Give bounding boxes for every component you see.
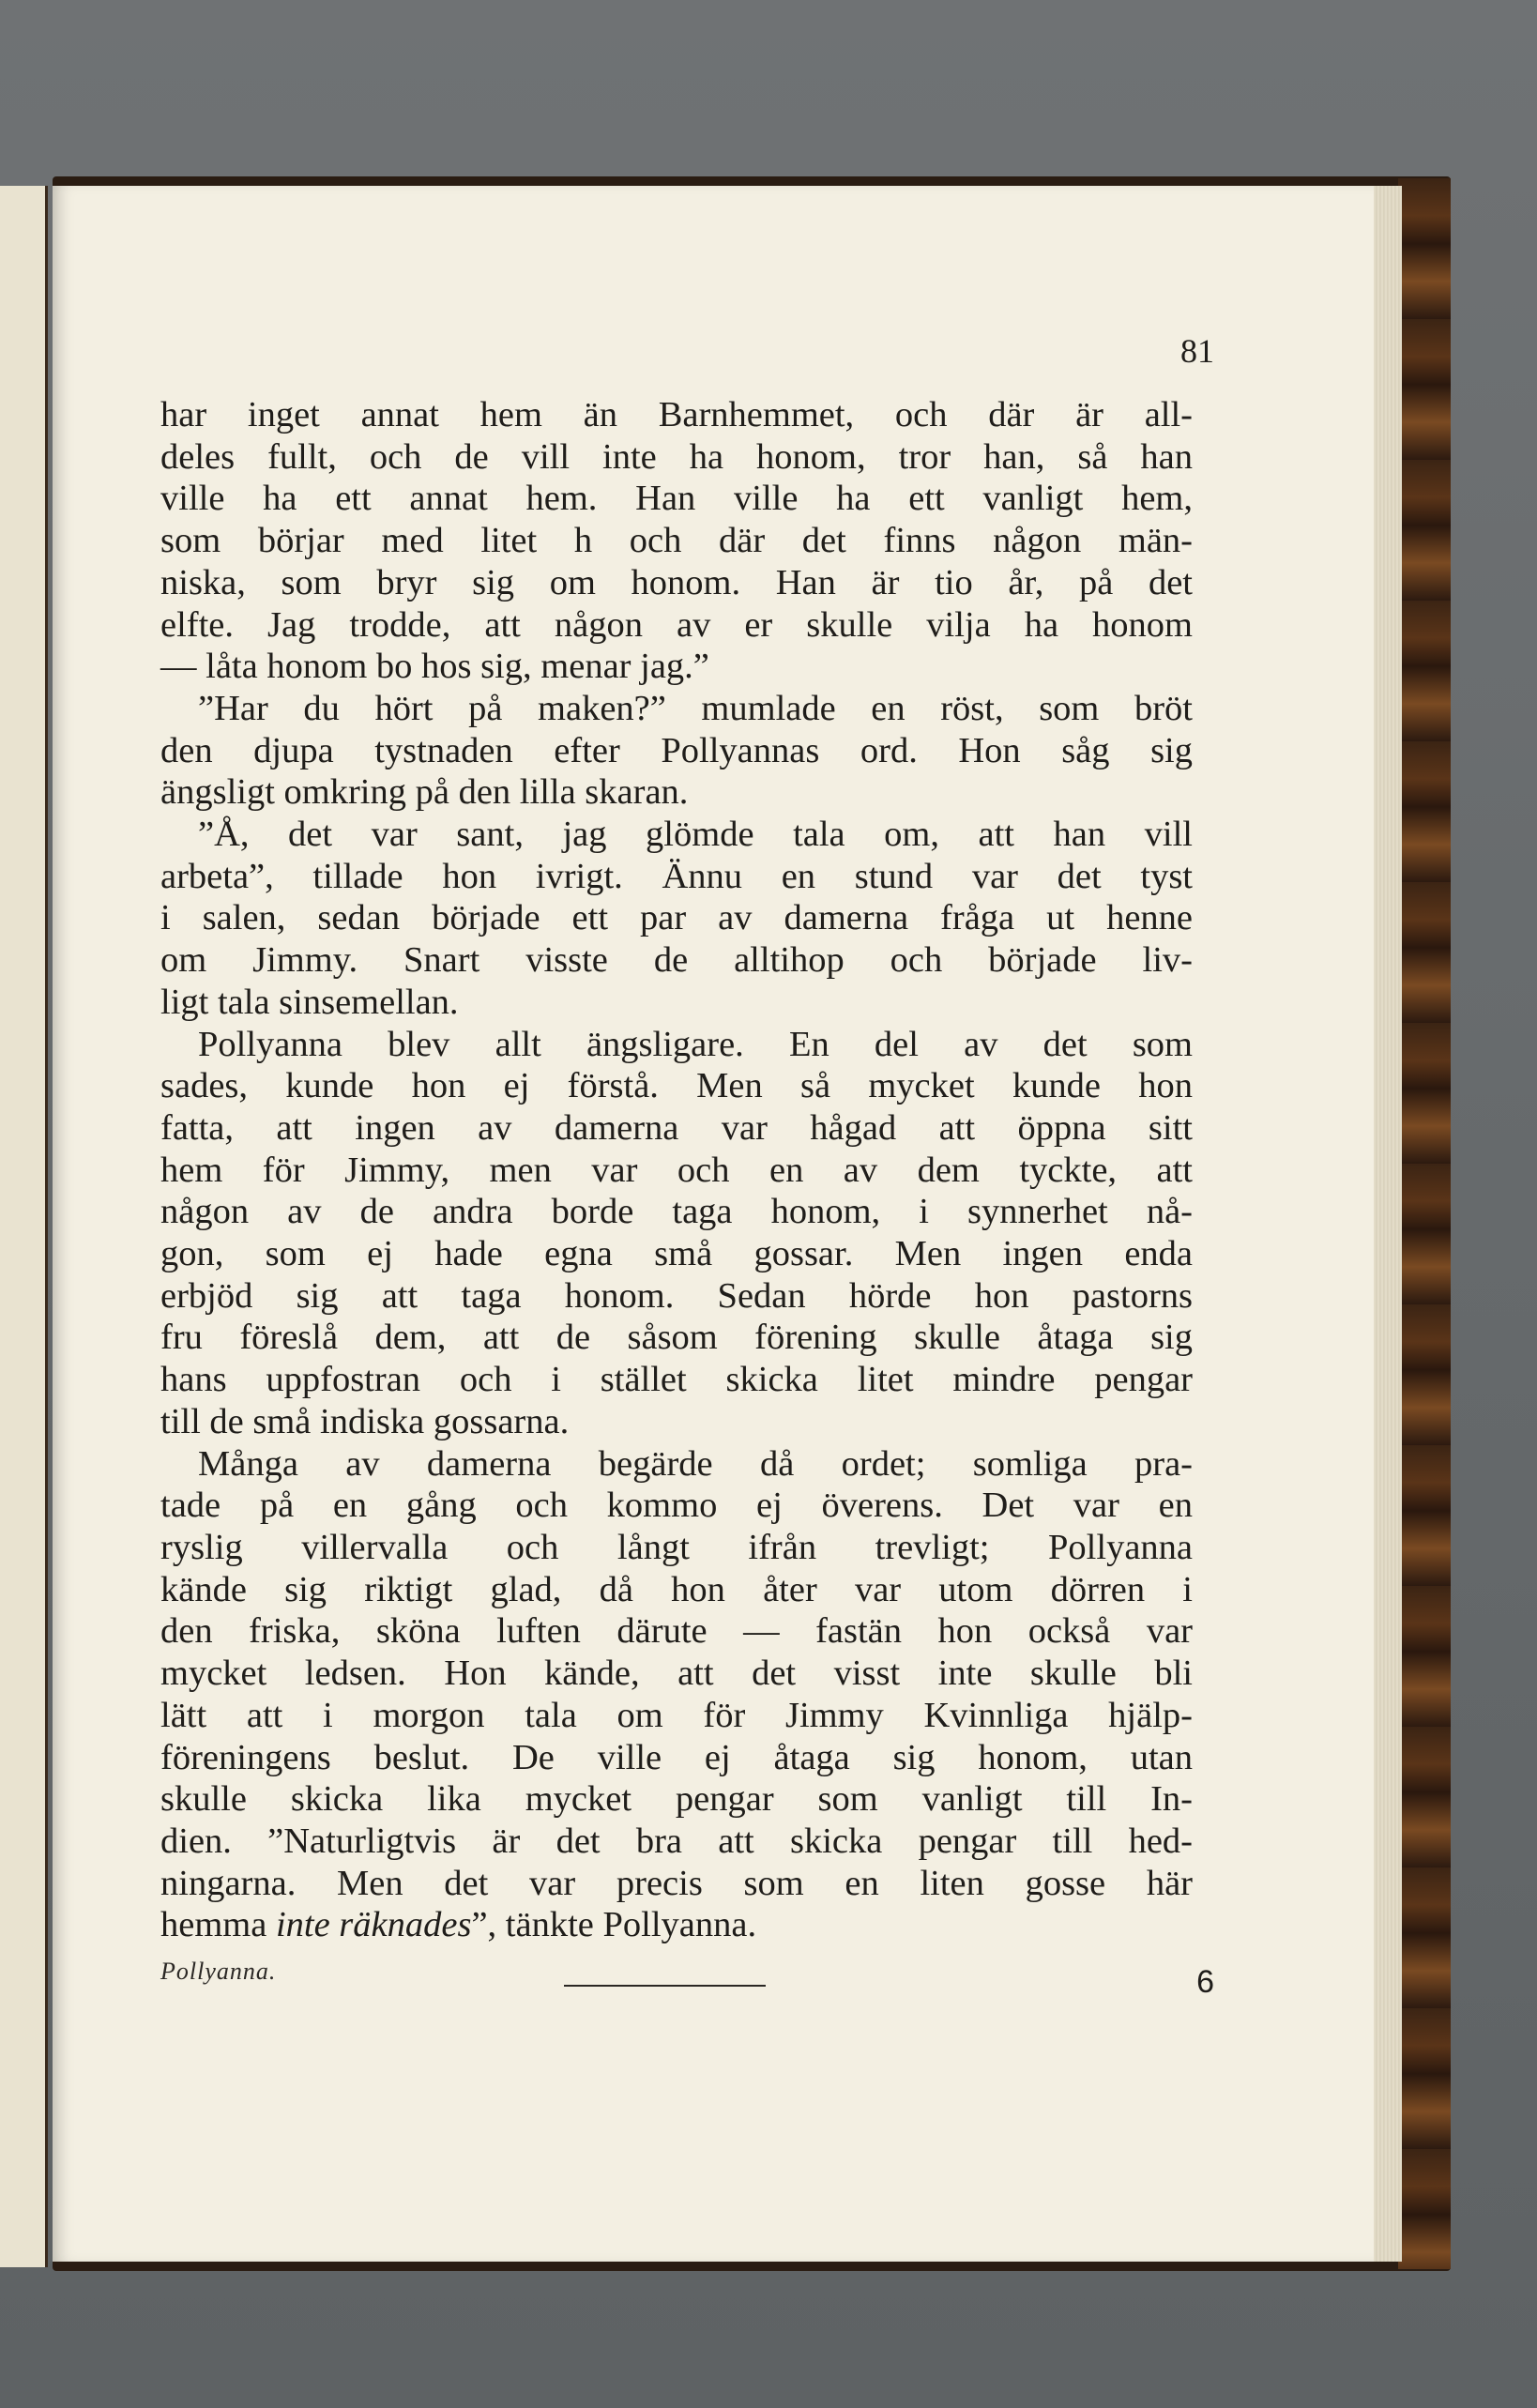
text-line: ”Å, det var sant, jag glömde tala om, att han vill bbox=[198, 815, 1193, 855]
text-line: ängsligt omkring på den lilla skaran. bbox=[160, 772, 689, 813]
text-line: någon av de andra borde taga honom, i synnerhet nå- bbox=[160, 1192, 1193, 1232]
final-line-start: hemma bbox=[160, 1905, 276, 1945]
text-line: kände sig riktigt glad, då hon åter var utom dörren i bbox=[160, 1569, 1193, 1609]
text-line: till de små indiska gossarna. bbox=[160, 1401, 570, 1441]
signature-title: Pollyanna. bbox=[160, 1958, 277, 1985]
text-line: den djupa tystnaden efter Pollyannas ord. Hon såg sig bbox=[160, 730, 1193, 770]
text-line: den friska, sköna luften därute — fastän hon också var bbox=[160, 1611, 1193, 1652]
page-edges bbox=[1374, 186, 1402, 2262]
text-line: sades, kunde hon ej förstå. Men så mycket kunde hon bbox=[160, 1066, 1193, 1106]
text-line: ”Har du hört på maken?” mumlade en röst, som bröt bbox=[198, 688, 1193, 728]
text-line: ryslig villervalla och långt ifrån trevligt; Pollyanna bbox=[160, 1527, 1193, 1567]
text-line: hem för Jimmy, men var och en av dem tyckte, att bbox=[160, 1150, 1193, 1190]
text-line: tade på en gång och kommo ej överens. Det var en bbox=[160, 1486, 1193, 1526]
signature-number: 6 bbox=[1196, 1964, 1214, 2000]
text-line: — låta honom bo hos sig, menar jag.” bbox=[160, 647, 709, 687]
text-line: föreningens beslut. De ville ej åtaga sig honom, utan bbox=[160, 1737, 1193, 1777]
text-line: arbeta”, tillade hon ivrigt. Ännu en stund var det tyst bbox=[160, 856, 1193, 896]
text-line: fru föreslå dem, att de såsom förening skulle åtaga sig bbox=[160, 1318, 1193, 1358]
page-number: 81 bbox=[1180, 332, 1214, 370]
text-line: har inget annat hem än Barnhemmet, och där är all- bbox=[160, 395, 1193, 434]
text-line: mycket ledsen. Hon kände, att det visst inte skulle bli bbox=[160, 1654, 1193, 1694]
previous-page-edge bbox=[0, 186, 48, 2267]
final-text-line bbox=[160, 1904, 1193, 1946]
text-line: deles fullt, och de vill inte ha honom, tror han, så han bbox=[160, 436, 1193, 477]
text-line: ningarna. Men det var precis som en liten gosse här bbox=[160, 1863, 1193, 1903]
text-line: dien. ”Naturligtvis är det bra att skicka pengar till hed- bbox=[160, 1821, 1193, 1861]
text-line: hans uppfostran och i stället skicka litet mindre pengar bbox=[160, 1360, 1193, 1400]
text-line: erbjöd sig att taga honom. Sedan hörde hon pastorns bbox=[160, 1275, 1193, 1316]
text-line: i salen, sedan började ett par av damerna fråga ut henne bbox=[160, 898, 1193, 938]
text-line: ligt tala sinsemellan. bbox=[160, 982, 459, 1022]
text-line: om Jimmy. Snart visste de alltihop och började liv- bbox=[160, 940, 1193, 981]
text-line: fatta, att ingen av damerna var hågad att öppna sitt bbox=[160, 1107, 1193, 1148]
text-line: Många av damerna begärde då ordet; somliga pra- bbox=[198, 1443, 1193, 1484]
text-line: skulle skicka lika mycket pengar som vanligt till In- bbox=[160, 1779, 1193, 1820]
text-line: niska, som bryr sig om honom. Han är tio år, på det bbox=[160, 562, 1193, 602]
text-line: lätt att i morgon tala om för Jimmy Kvinnliga hjälp- bbox=[160, 1695, 1193, 1735]
book-binding bbox=[1398, 178, 1451, 2269]
book-page bbox=[53, 186, 1376, 2262]
text-line: Pollyanna blev allt ängsligare. En del av det som bbox=[198, 1024, 1193, 1064]
text-line: elfte. Jag trodde, att någon av er skulle vilja ha honom bbox=[160, 604, 1193, 645]
text-line: ville ha ett annat hem. Han ville ha ett vanligt hem, bbox=[160, 479, 1193, 519]
final-line-end: ”, tänkte Pollyanna. bbox=[471, 1905, 757, 1945]
footer-rule bbox=[564, 1985, 766, 1987]
body-text bbox=[160, 394, 1193, 1946]
final-line-italic: inte räknades bbox=[275, 1905, 472, 1945]
text-line: gon, som ej hade egna små gossar. Men ingen enda bbox=[160, 1234, 1193, 1274]
text-line: som börjar med litet h och där det finns någon män- bbox=[160, 521, 1193, 561]
